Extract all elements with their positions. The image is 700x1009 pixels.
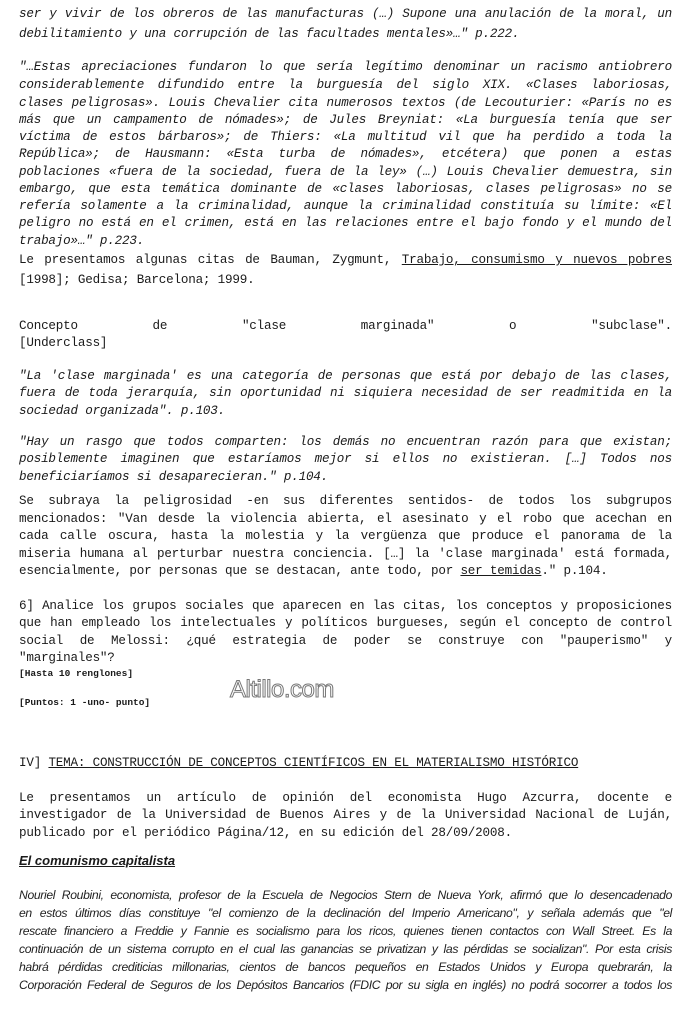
- quote-racismo-antiobrero-line: trabajo»…" p.223.: [19, 234, 145, 248]
- question-6-line: social de Melossi: ¿qué estrategia de poder se construye con "pauperismo" y: [19, 634, 672, 648]
- quote-racismo-antiobrero-line: peligro no está en el crimen, está en las relaciones entre el bajo fondo y el mundo del: [19, 216, 672, 230]
- section-iv-heading-line: [19, 755, 672, 771]
- article-body-line: continuación de un sistema corrupto en el cual las ganancias se privatizan y las pérdidas se socializan". Por esta crisis: [19, 942, 672, 956]
- underlined-text: TEMA: CONSTRUCCIÓN DE CONCEPTOS CIENTÍFICOS EN EL MATERIALISMO HISTÓRICO: [48, 756, 579, 770]
- azcurra-intro-line: Le presentamos un artículo de opinión del economista Hugo Azcurra, docente e: [19, 791, 672, 805]
- quote-p104a-line: "Hay un rasgo que todos comparten: los demás no encuentran razón para que existan;: [19, 435, 672, 449]
- quote-racismo-antiobrero-line: más que un campamento de nómades»; de Jules Breyniat: «La burguesía tenía que ser: [19, 113, 672, 127]
- quote-racismo-antiobrero-line: República»; de Hausmann: «Esta turba de nómades», etcétera) que ponen a estas: [19, 147, 672, 161]
- concepto-clase-marginada-line: Concepto de "clase marginada" o "subclase".: [19, 319, 672, 333]
- quote-p104b-line: mencionados: "Van desde la violencia abierta, el asesinato y el robo que acechan en: [19, 512, 672, 526]
- note-hasta-10-renglones-line: [Hasta 10 renglones]: [19, 668, 134, 679]
- quote-p104b-line: cada calle oscura, hasta la molestia y la vergüenza que produce el panorama de la: [19, 529, 672, 543]
- text-segment: esencialmente, por personas que se destacan, ante todo, por: [19, 564, 461, 578]
- quote-p104b-line: miseria humana al perturbar nuestra conciencia. […] la 'clase marginada' está formada,: [19, 547, 672, 561]
- article-body-line: habrá pérdidas crediticias millonarias, cientos de bancos pequeños en Estados Unidos y Europa quebrarán, la: [19, 960, 672, 974]
- quote-p104a-line: beneficiaríamos si desaparecieran." p.104.: [19, 470, 329, 484]
- article-body-line: Corporación Federal de Seguros de los Depósitos Bancarios (FDIC por su sigla en inglés) no podrá socorrer a todos los: [19, 978, 672, 992]
- article-body-line: en estos últimos días constituye "el comienzo de la declinación del Imperio Americano", y señala además que "el: [19, 906, 672, 920]
- concepto-clase-marginada-line: [Underclass]: [19, 336, 108, 350]
- quote-racismo-antiobrero-line: considerablemente difundido entre la burguesía del siglo XIX. «Clases laboriosas,: [19, 78, 672, 92]
- quote-manufacturas-line: debilitamiento y una corrupción de las facultades mentales»…" p.222.: [19, 27, 520, 41]
- bauman-intro-line: [19, 252, 672, 268]
- underlined-text: ser temidas: [460, 564, 542, 578]
- quote-racismo-antiobrero-line: refería solamente a la criminalidad, aunque la criminalidad constituía su límite: «El: [19, 199, 672, 213]
- quote-p103-line: "La 'clase marginada' es una categoría de personas que está por debajo de las clases,: [19, 369, 672, 383]
- bauman-intro-line: [1998]; Gedisa; Barcelona; 1999.: [19, 273, 255, 287]
- quote-racismo-antiobrero-line: embargo, que esta temática dominante de «clases laboriosas, clases peligrosas» no se: [19, 182, 672, 196]
- underlined-text: Trabajo, consumismo y nuevos pobres: [401, 253, 672, 267]
- azcurra-intro-line: publicado por el periódico Página/12, en su edición del 28/09/2008.: [19, 826, 512, 840]
- azcurra-intro-line: investigador de la Universidad de Buenos Aires y de la Universidad Nacional de Luján,: [19, 808, 672, 822]
- question-6-line: "marginales"?: [19, 651, 115, 665]
- quote-manufacturas-line: ser y vivir de los obreros de las manufacturas (…) Supone una anulación de la moral, un: [19, 7, 672, 21]
- quote-racismo-antiobrero-line: poblaciones «fuera de la sociedad, fuera de la ley» (…) Louis Chevalier demuestra, sin: [19, 165, 672, 179]
- text-segment: IV]: [19, 756, 49, 770]
- altillo-watermark-logo: Altillo.com: [230, 676, 334, 703]
- quote-p104b-line: Se subraya la peligrosidad -en sus diferentes sentidos- de todos los subgrupos: [19, 494, 672, 508]
- article-body-line: Nouriel Roubini, economista, profesor de la Escuela de Negocios Stern de Nueva York, afirmó que lo desencadenado: [19, 888, 672, 902]
- note-puntos-line: [Puntos: 1 -uno- punto]: [19, 697, 151, 708]
- article-title-line: El comunismo capitalista: [19, 853, 176, 868]
- question-6-line: 6] Analice los grupos sociales que aparecen en las citas, los conceptos y proposiciones: [19, 599, 672, 613]
- quote-racismo-antiobrero-line: "…Estas apreciaciones fundaron lo que sería legítimo denominar un racismo antiobrero: [19, 60, 672, 74]
- quote-racismo-antiobrero-line: víctima de estos bárbaros»; de Thiers: «La multitud vil que ha perdido a toda la: [19, 130, 672, 144]
- text-segment: ." p.104.: [541, 564, 608, 578]
- quote-p103-line: sociedad organizada". p.103.: [19, 404, 226, 418]
- article-body-line: rescate financiero a Freddie y Fannie es socialismo para los ricos, quienes tienen contactos con Wall Street. Es la: [19, 924, 672, 938]
- quote-p104a-line: posiblemente imaginen que estaríamos mejor si ellos no existieran. […] Todos nos: [19, 452, 672, 466]
- question-6-line: que han empleado los intelectuales y políticos burgueses, según el concepto de control: [19, 616, 672, 630]
- quote-racismo-antiobrero-line: clases peligrosas». Louis Chevalier cita numerosos textos (de Lecouturier: «París no es: [19, 96, 672, 110]
- quote-p103-line: fuera de toda jerarquía, sin oportunidad ni siquiera necesidad de ser readmitida en la: [19, 386, 672, 400]
- text-segment: Le presentamos algunas citas de Bauman, Zygmunt,: [19, 253, 402, 267]
- quote-p104b-line: [19, 563, 672, 579]
